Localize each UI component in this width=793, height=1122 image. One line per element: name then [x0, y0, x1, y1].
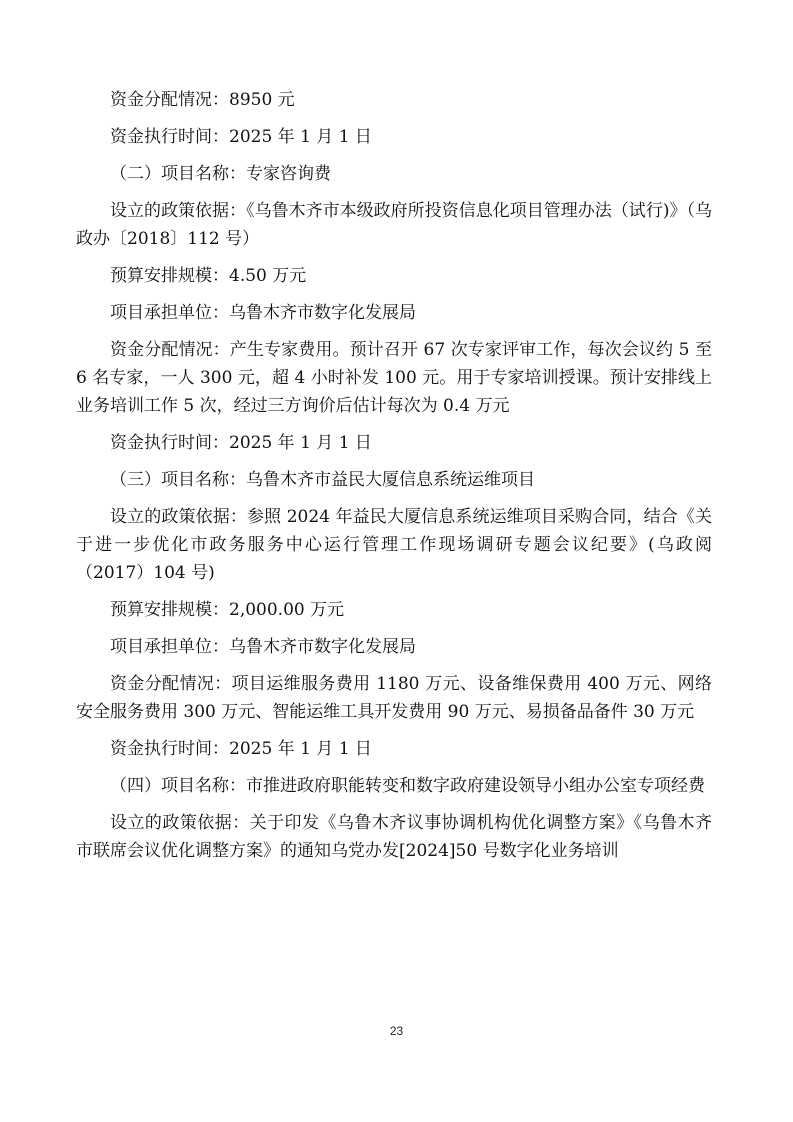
paragraph: 资金执行时间：2025 年 1 月 1 日	[110, 127, 372, 147]
paragraph: 资金分配情况：产生专家费用。预计召开 67 次专家评审工作，每次会议约 5 至 6 名专家，一人 300 元，超 4 小时补发 100 元。用于专家培训授课。预计安排线上业务培训工作 5 次，经过三方询价后估计每次为 0.4 万元	[76, 340, 712, 416]
paragraph: 资金执行时间：2025 年 1 月 1 日	[110, 433, 372, 453]
paragraph: 预算安排规模：2,000.00 万元	[110, 600, 345, 620]
paragraph: 设立的政策依据：《乌鲁木齐市本级政府所投资信息化项目管理办法（试行)》（乌政办〔2018〕112 号）	[76, 201, 712, 249]
paragraph: 资金分配情况：项目运维服务费用 1180 万元、设备维保费用 400 万元、网络安全服务费用 300 万元、智能运维工具开发费用 90 万元、易损备品备件 30 万元	[76, 674, 712, 722]
page-number: 23	[389, 1024, 404, 1038]
paragraph: 项目承担单位：乌鲁木齐市数字化发展局	[110, 637, 416, 657]
paragraph: 设立的政策依据：参照 2024 年益民大厦信息系统运维项目采购合同，结合《关于进一步优化市政务服务中心运行管理工作现场调研专题会议纪要》(乌政阅（2017）104 号)	[76, 507, 712, 583]
paragraph: 预算安排规模：4.50 万元	[110, 266, 307, 286]
paragraph: 项目承担单位：乌鲁木齐市数字化发展局	[110, 303, 416, 323]
section-heading: （三）项目名称：乌鲁木齐市益民大厦信息系统运维项目	[110, 470, 535, 490]
paragraph: 资金分配情况：8950 元	[110, 90, 295, 110]
section-heading: （二）项目名称：专家咨询费	[110, 164, 331, 184]
document-body	[76, 86, 712, 874]
paragraph: 设立的政策依据：关于印发《乌鲁木齐议事协调机构优化调整方案》《乌鲁木齐市联席会议优化调整方案》的通知乌党办发[2024]50 号数字化业务培训	[76, 813, 712, 861]
paragraph: 资金执行时间：2025 年 1 月 1 日	[110, 739, 372, 759]
section-heading: （四）项目名称：市推进政府职能转变和数字政府建设领导小组办公室专项经费	[110, 776, 705, 796]
